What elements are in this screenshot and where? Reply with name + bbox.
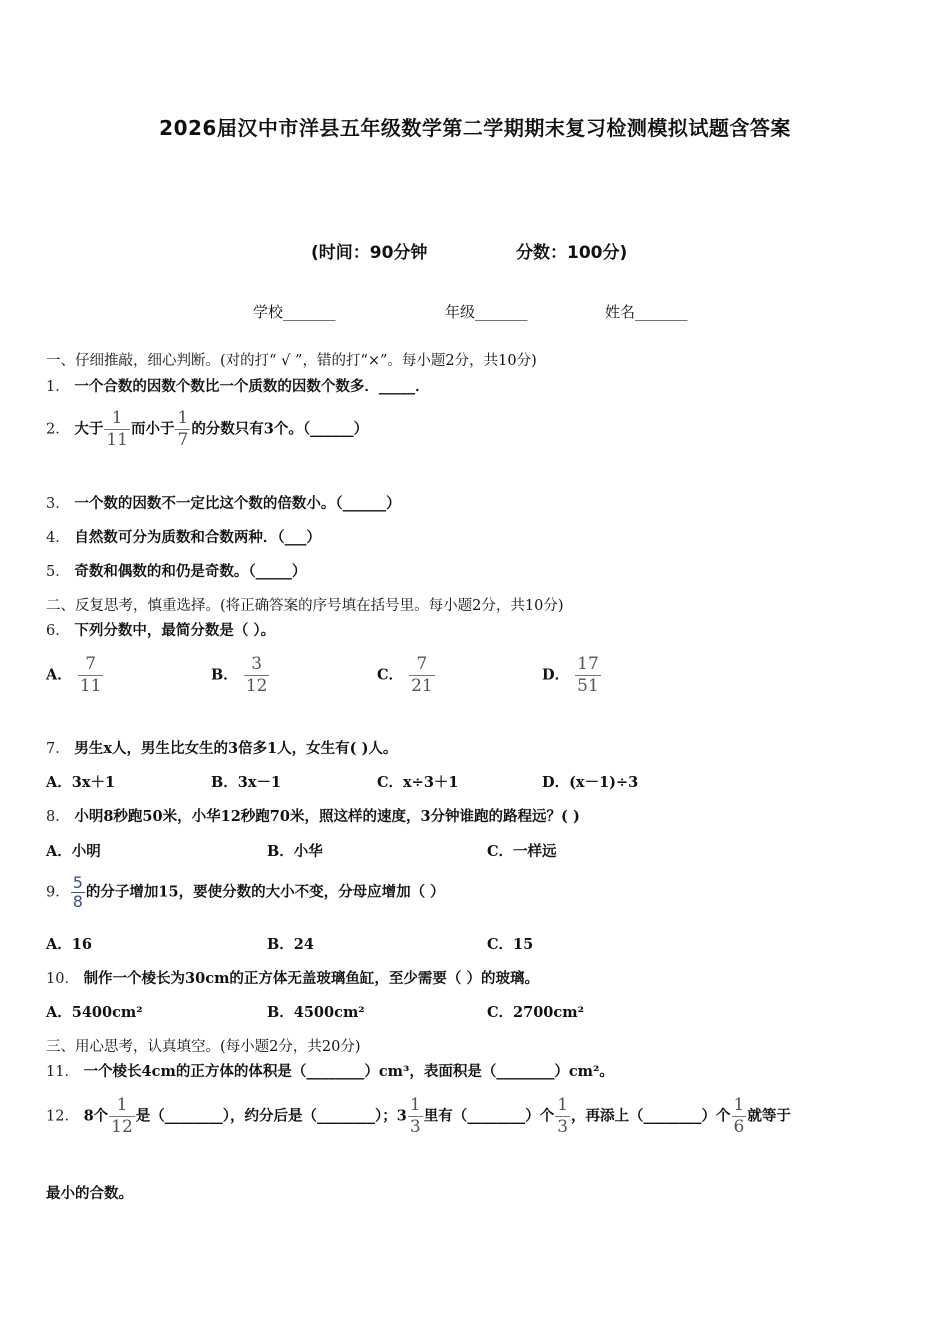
fraction: $\frac{1}{12}$ [111, 1095, 133, 1137]
option-a: A．3x＋1 [46, 774, 116, 791]
option-c: C．一样远 [487, 843, 557, 860]
fraction: $\frac{17}{51}$ [577, 654, 599, 696]
question-text: 自然数可分为质数和合数两种．（___） [74, 529, 321, 546]
question-text: 制作一个棱长为30cm的正方体无盖玻璃鱼缸，至少需要（ ）的玻璃。 [83, 970, 539, 987]
question-7 [46, 739, 397, 759]
question-number: 5． [46, 564, 70, 580]
question-10 [46, 969, 539, 989]
question-number: 2． [46, 421, 70, 438]
question-number: 4． [46, 530, 70, 546]
question-3 [46, 494, 401, 514]
fraction: $\frac{1}{6}$ [733, 1095, 745, 1137]
fraction: $\frac{7}{11}$ [79, 654, 102, 696]
question-text: 男生x人，男生比女生的3倍多1人，女生有( )人。 [74, 740, 398, 757]
question-number: 8． [46, 809, 70, 825]
score-label: 分数：100分) [516, 243, 628, 263]
time-label: (时间：90分钟 [311, 243, 428, 263]
section-1-heading: 一、仔细推敲，细心判断。(对的打“ √ ”，错的打“×”。每小题2分，共10分) [46, 353, 537, 369]
question-text: 是（________），约分后是（________）；3 [135, 1107, 407, 1125]
section-3-heading: 三、用心思考，认真填空。(每小题2分，共20分) [46, 1039, 361, 1055]
question-number: 7． [46, 741, 70, 757]
fraction: $\frac{7}{21}$ [411, 654, 433, 696]
option-b: B．24 [267, 936, 314, 953]
question-text: 一个数的因数不一定比这个数的倍数小。（______） [74, 495, 401, 512]
option-b: B．3x－1 [211, 774, 282, 791]
fraction: $\frac{1}{3}$ [557, 1095, 569, 1137]
question-text: 的分子增加15，要使分数的大小不变，分母应增加（ ） [85, 883, 445, 901]
option-a: A．5400cm² [46, 1004, 143, 1021]
section-2-heading: 二、反复思考，慎重选择。(将正确答案的序号填在括号里。每小题2分，共10分) [46, 598, 564, 614]
option-c: C．15 [487, 936, 534, 953]
page-title: 2026届汉中市洋县五年级数学第二学期期末复习检测模拟试题含答案 [159, 116, 791, 140]
name-field: 姓名_______ [605, 303, 688, 321]
question-number: 3． [46, 496, 70, 512]
option-a: A． $\frac{7}{11}$ [46, 654, 102, 696]
question-12-continuation: 最小的合数。 [46, 1185, 133, 1202]
fraction: $\frac{5}{8}$ [72, 873, 83, 911]
option-a: A．小明 [46, 843, 101, 860]
school-field: 学校_______ [253, 303, 336, 321]
option-b: B． $\frac{3}{12}$ [211, 654, 268, 696]
question-9 [46, 874, 445, 911]
question-5 [46, 562, 306, 582]
option-b: B．4500cm² [267, 1004, 365, 1021]
question-2 [46, 408, 368, 451]
option-c: C． $\frac{7}{21}$ [377, 654, 433, 696]
question-number: 11． [46, 1064, 79, 1080]
question-number: 1． [46, 379, 70, 395]
question-text: 大于 [74, 420, 104, 438]
question-1 [46, 377, 430, 397]
question-text: 里有（________）个 [423, 1107, 555, 1125]
option-c: C．2700cm² [487, 1004, 584, 1021]
question-text: ，再添上（________）个 [571, 1107, 731, 1125]
question-text: 一个棱长4cm的正方体的体积是（________）cm³，表面积是（________）cm²。 [83, 1063, 614, 1080]
fraction: $\frac{1}{3}$ [409, 1095, 421, 1137]
question-number: 6． [46, 623, 70, 639]
question-text: 的分数只有3个。（______） [191, 420, 369, 438]
question-text: 8个 [83, 1107, 109, 1125]
question-11 [46, 1062, 614, 1082]
fraction: $\frac{1}{7}$ [177, 408, 189, 450]
question-text: 下列分数中，最简分数是（ ）。 [74, 622, 276, 639]
question-6 [46, 621, 275, 641]
question-text: 而小于 [130, 420, 175, 438]
option-d: D．(x－1)÷3 [542, 774, 639, 791]
fraction: $\frac{1}{11}$ [106, 408, 128, 450]
question-text: 一个合数的因数个数比一个质数的因数个数多．_____． [74, 378, 430, 395]
question-number: 10． [46, 971, 79, 987]
question-number: 12． [46, 1108, 79, 1125]
option-d: D． $\frac{17}{51}$ [542, 654, 599, 696]
option-b: B．小华 [267, 843, 323, 860]
question-text: 小明8秒跑50米，小华12秒跑70米，照这样的速度，3分钟谁跑的路程远？( ) [74, 808, 580, 825]
option-c: C．x÷3＋1 [377, 774, 459, 791]
question-text: 就等于 [747, 1107, 791, 1125]
question-4 [46, 528, 321, 548]
option-a: A．16 [46, 936, 92, 953]
question-12 [46, 1095, 791, 1138]
grade-field: 年级_______ [445, 303, 528, 321]
question-text: 奇数和偶数的和仍是奇数。（_____） [74, 563, 307, 580]
question-number: 9． [46, 884, 70, 901]
fraction: $\frac{3}{12}$ [245, 654, 268, 696]
question-8 [46, 807, 580, 827]
